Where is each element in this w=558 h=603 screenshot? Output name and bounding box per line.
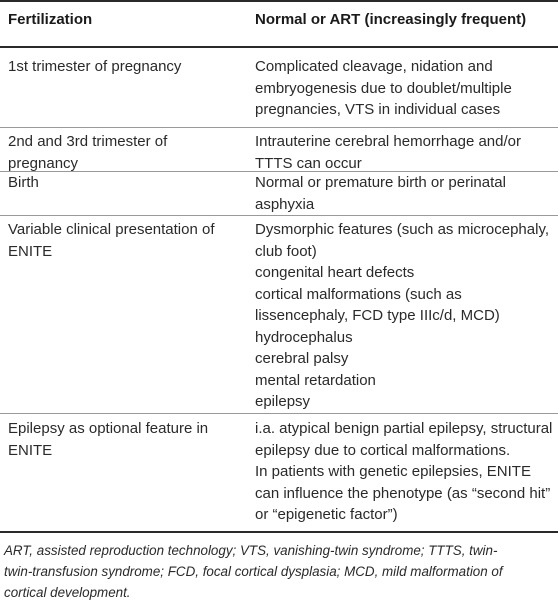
row-1-stage-line: 1st trimester of pregnancy xyxy=(8,58,182,75)
row-4-desc-line: club foot) xyxy=(255,242,317,260)
row-4-desc-line: Dysmorphic features (such as microcephaly, xyxy=(255,221,549,238)
row-3-desc-line: Normal or premature birth or perinatal xyxy=(255,174,506,191)
header-normal-or-art: Normal or ART (increasingly frequent) xyxy=(255,11,527,28)
row-2-stage xyxy=(8,131,243,174)
row-4-stage-line: Variable clinical presentation of xyxy=(8,221,215,238)
row-5-desc-line: In patients with genetic epilepsies, ENITE xyxy=(255,463,531,480)
header-rule xyxy=(0,46,558,48)
row-5-description xyxy=(255,418,555,526)
row-5-desc-line: or “epigenetic factor”) xyxy=(255,506,398,523)
row-4-desc-line: cerebral palsy xyxy=(255,350,349,367)
row-3-stage xyxy=(8,172,243,194)
row-5-stage-line: ENITE xyxy=(8,441,53,459)
row-3-description xyxy=(255,172,555,215)
row-5-stage-line: Epilepsy as optional feature in xyxy=(8,420,209,437)
table-footnote xyxy=(4,540,556,603)
row-2-desc-line: TTTS can occur xyxy=(255,154,362,172)
row-4-desc-line: mental retardation xyxy=(255,371,376,389)
row-1-desc-line: embryogenesis due to doublet/multiple xyxy=(255,79,512,97)
row-4-desc-line: epilepsy xyxy=(255,393,311,410)
table-bottom-rule xyxy=(0,531,558,533)
row-1-description xyxy=(255,56,555,121)
row-1-desc-line: pregnancies, VTS in individual cases xyxy=(255,101,501,118)
row-1-stage xyxy=(8,56,243,78)
row-4-desc-line: cortical malformations (such as xyxy=(255,285,462,303)
row-4-desc-line: lissencephaly, FCD type IIIc/d, MCD) xyxy=(255,307,500,324)
row-2-desc-line: Intrauterine cerebral hemorrhage and/or xyxy=(255,133,521,150)
table-top-rule xyxy=(0,0,558,2)
row-2-description xyxy=(255,131,555,174)
row-4-stage-line: ENITE xyxy=(8,242,53,260)
row-4-desc-line: congenital heart defects xyxy=(255,264,415,281)
row-5-desc-line: epilepsy due to cortical malformations. xyxy=(255,441,511,459)
footnote-line: cortical development. xyxy=(4,585,131,600)
row-divider xyxy=(0,215,558,216)
header-fertilization: Fertilization xyxy=(8,11,93,28)
row-divider xyxy=(0,413,558,414)
row-5-desc-line: can influence the phenotype (as “second hit” xyxy=(255,484,551,502)
footnote-line: twin-transfusion syndrome; FCD, focal cortical dysplasia; MCD, mild malformation of xyxy=(4,564,503,579)
row-5-stage xyxy=(8,418,243,461)
row-divider xyxy=(0,127,558,128)
row-2-stage-line: 2nd and 3rd trimester of xyxy=(8,133,168,150)
row-1-desc-line: Complicated cleavage, nidation and xyxy=(255,58,493,75)
row-2-stage-line: pregnancy xyxy=(8,154,79,172)
row-5-desc-line: i.a. atypical benign partial epilepsy, structural xyxy=(255,420,553,437)
row-4-desc-line: hydrocephalus xyxy=(255,328,353,346)
row-4-description xyxy=(255,219,555,413)
row-4-stage xyxy=(8,219,243,262)
row-3-stage-line: Birth xyxy=(8,174,39,191)
footnote-line: ART, assisted reproduction technology; VTS, vanishing-twin syndrome; TTTS, twin- xyxy=(4,543,498,558)
row-3-desc-line: asphyxia xyxy=(255,195,315,213)
